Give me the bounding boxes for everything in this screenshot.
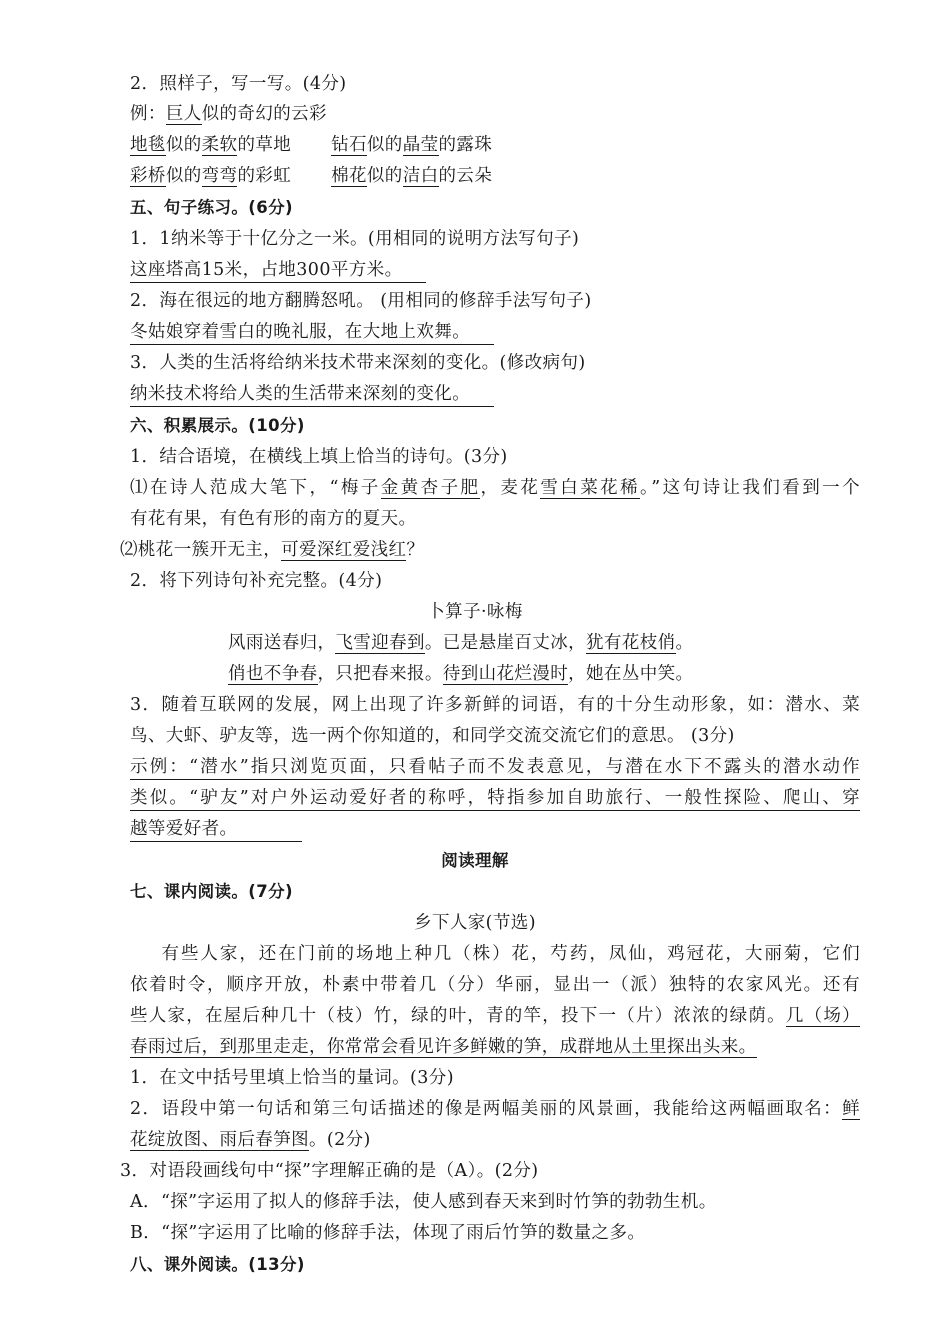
answer-blank: 可爱深红爱浅红 bbox=[281, 540, 407, 560]
answer-adj: 晶莹 bbox=[402, 135, 439, 155]
answer-blank: 待到山花烂漫时 bbox=[442, 664, 569, 684]
text: ⑵桃花一簇开无主， bbox=[120, 540, 282, 560]
section-6-title: 六、积累展示。(10分) bbox=[130, 416, 305, 435]
text: 。已是悬崖百丈冰， bbox=[424, 633, 587, 653]
section-5-title: 五、句子练习。(6分) bbox=[130, 198, 293, 217]
answer-blank: 犹有花枝俏 bbox=[586, 633, 676, 653]
answer-adj: 洁白 bbox=[402, 166, 439, 186]
text: 些人家，在屋后种几十（枝）竹，绿的叶，青的竿，投下一（片）浓浓的绿荫。 bbox=[130, 1006, 786, 1026]
answer-noun: 钻石 bbox=[331, 135, 367, 155]
passage-line-1 bbox=[130, 942, 860, 966]
reading-header: 阅读理解 bbox=[441, 851, 509, 870]
s7-question-1: 1．在文中括号里填上恰当的量词。(3分) bbox=[130, 1068, 454, 1088]
answer-blank: 鲜 bbox=[842, 1099, 860, 1119]
s7-question-2-line-1 bbox=[130, 1097, 860, 1121]
text: ？ bbox=[406, 540, 425, 560]
s6-question-3-line-2: 鸟、大虾、驴友等，选一两个你知道的，和同学交流交流它们的意思。 (3分) bbox=[130, 726, 735, 746]
pair-text: 似的 bbox=[366, 135, 403, 155]
text: ，她在丛中笑。 bbox=[568, 664, 694, 684]
answer-blank: 金黄杏子肥 bbox=[380, 478, 481, 498]
s5-answer-2 bbox=[130, 320, 494, 345]
poem-line-1 bbox=[228, 631, 693, 655]
passage-title: 乡下人家(节选) bbox=[414, 913, 536, 933]
s7-option-b: B．“探”字运用了比喻的修辞手法，体现了雨后竹笋的数量之多。 bbox=[130, 1223, 646, 1243]
answer-noun: 彩桥 bbox=[130, 166, 166, 186]
s5-answer-1 bbox=[130, 258, 426, 283]
example-prefix: 例： bbox=[130, 104, 166, 124]
s5-question-3: 3．人类的生活将给纳米技术带来深刻的变化。(修改病句) bbox=[130, 353, 586, 373]
answer-text: 这座塔高15米，占地300平方米。 bbox=[130, 258, 426, 283]
s5-answer-3 bbox=[130, 382, 494, 407]
s6-question-3-line-1: 3．随着互联网的发展，网上出现了许多新鲜的词语，有的十分生动形象，如：潜水、菜 bbox=[130, 695, 860, 715]
question-2-title: 2．照样子，写一写。(4分) bbox=[130, 74, 347, 94]
text: 。(2分) bbox=[309, 1130, 371, 1150]
answer-noun: 地毯 bbox=[130, 135, 166, 155]
text: 风雨送春归， bbox=[228, 633, 336, 653]
s6-question-2: 2．将下列诗句补充完整。(4分) bbox=[130, 571, 383, 591]
pair-text: 似的 bbox=[165, 166, 202, 186]
text: 。 bbox=[675, 633, 694, 653]
s6-poem-fill-2 bbox=[120, 538, 424, 562]
pair-text: 的云朵 bbox=[438, 166, 493, 186]
pair-item bbox=[331, 135, 492, 156]
text: ，只把春来报。 bbox=[317, 664, 443, 684]
pair-text: 的彩虹 bbox=[237, 166, 292, 186]
s6-poem-fill-1-cont: 有花有果，有色有形的南方的夏天。 bbox=[130, 509, 417, 529]
answer-adj: 弯弯 bbox=[201, 166, 238, 186]
pair-item bbox=[331, 166, 492, 187]
pair-item bbox=[130, 135, 291, 156]
pair-row-1 bbox=[130, 133, 492, 157]
pair-text: 似的 bbox=[165, 135, 202, 155]
passage-line-4 bbox=[130, 1035, 757, 1059]
s7-question-3: 3．对语段画线句中“探”字理解正确的是（A）。(2分) bbox=[120, 1161, 539, 1181]
example-line bbox=[130, 102, 327, 126]
answer-noun: 棉花 bbox=[331, 166, 367, 186]
section-7-title: 七、课内阅读。(7分) bbox=[130, 882, 293, 901]
poem-title: 卜算子·咏梅 bbox=[427, 602, 523, 622]
text: ，麦花 bbox=[480, 478, 541, 498]
text: 。”这句诗让我们看到一个 bbox=[640, 478, 861, 498]
s6-answer-3-line-2: 类似。“驴友”对户外运动爱好者的称呼，特指参加自助旅行、一般性探险、爬山、穿 bbox=[130, 786, 860, 811]
example-rest: 似的奇幻的云彩 bbox=[201, 104, 327, 124]
s6-question-1: 1．结合语境，在横线上填上恰当的诗句。(3分) bbox=[130, 447, 508, 467]
answer-text: 纳米技术将给人类的生活带来深刻的变化。 bbox=[130, 382, 494, 407]
s5-question-2: 2．海在很远的地方翻腾怒吼。 (用相同的修辞手法写句子) bbox=[130, 291, 592, 311]
pair-text: 似的 bbox=[366, 166, 403, 186]
answer-blank: 俏也不争春 bbox=[228, 664, 318, 684]
answer-text: 冬姑娘穿着雪白的晚礼服，在大地上欢舞。 bbox=[130, 320, 494, 345]
text: ⑴在诗人范成大笔下，“梅子 bbox=[130, 478, 381, 498]
s6-answer-3-line-3 bbox=[130, 817, 302, 842]
answer-adj: 柔软 bbox=[201, 135, 238, 155]
s5-question-1: 1．1纳米等于十亿分之一米。(用相同的说明方法写句子) bbox=[130, 229, 580, 249]
section-8-title: 八、课外阅读。(13分) bbox=[130, 1255, 305, 1274]
s7-option-a: A．“探”字运用了拟人的修辞手法，使人感到春天来到时竹笋的勃勃生机。 bbox=[130, 1192, 717, 1212]
pair-text: 的草地 bbox=[237, 135, 292, 155]
passage-line-3 bbox=[130, 1004, 860, 1028]
s6-poem-fill-1 bbox=[130, 476, 860, 500]
underlined-sentence: 春雨过后，到那里走走，你常常会看见许多鲜嫩的笋，成群地从土里探出头来。 bbox=[130, 1037, 757, 1057]
answer-text: 越等爱好者。 bbox=[130, 817, 302, 842]
underlined-sentence: 几（场） bbox=[785, 1006, 860, 1026]
text: 有些人家，还在门前的场地上种几（株）花，芍药，凤仙，鸡冠花，大丽菊，它们 bbox=[160, 944, 860, 964]
example-noun: 巨人 bbox=[165, 104, 202, 124]
s7-question-2-line-2 bbox=[130, 1128, 371, 1152]
answer-blank: 雪白菜花稀 bbox=[540, 478, 641, 498]
text: 2．语段中第一句话和第三句话描述的像是两幅美丽的风景画，我能给这两幅画取名： bbox=[130, 1099, 843, 1119]
s6-answer-3-line-1: 示例：“潜水”指只浏览页面，只看帖子而不发表意见，与潜在水下不露头的潜水动作 bbox=[130, 755, 860, 780]
passage-line-2: 依着时令，顺序开放，朴素中带着几（分）华丽，显出一（派）独特的农家风光。还有 bbox=[130, 975, 860, 995]
pair-item bbox=[130, 166, 291, 187]
answer-blank: 飞雪迎春到 bbox=[335, 633, 425, 653]
pair-row-2 bbox=[130, 164, 492, 188]
answer-blank: 花绽放图、雨后春笋图 bbox=[130, 1130, 309, 1150]
pair-text: 的露珠 bbox=[438, 135, 493, 155]
poem-line-2 bbox=[228, 662, 693, 686]
